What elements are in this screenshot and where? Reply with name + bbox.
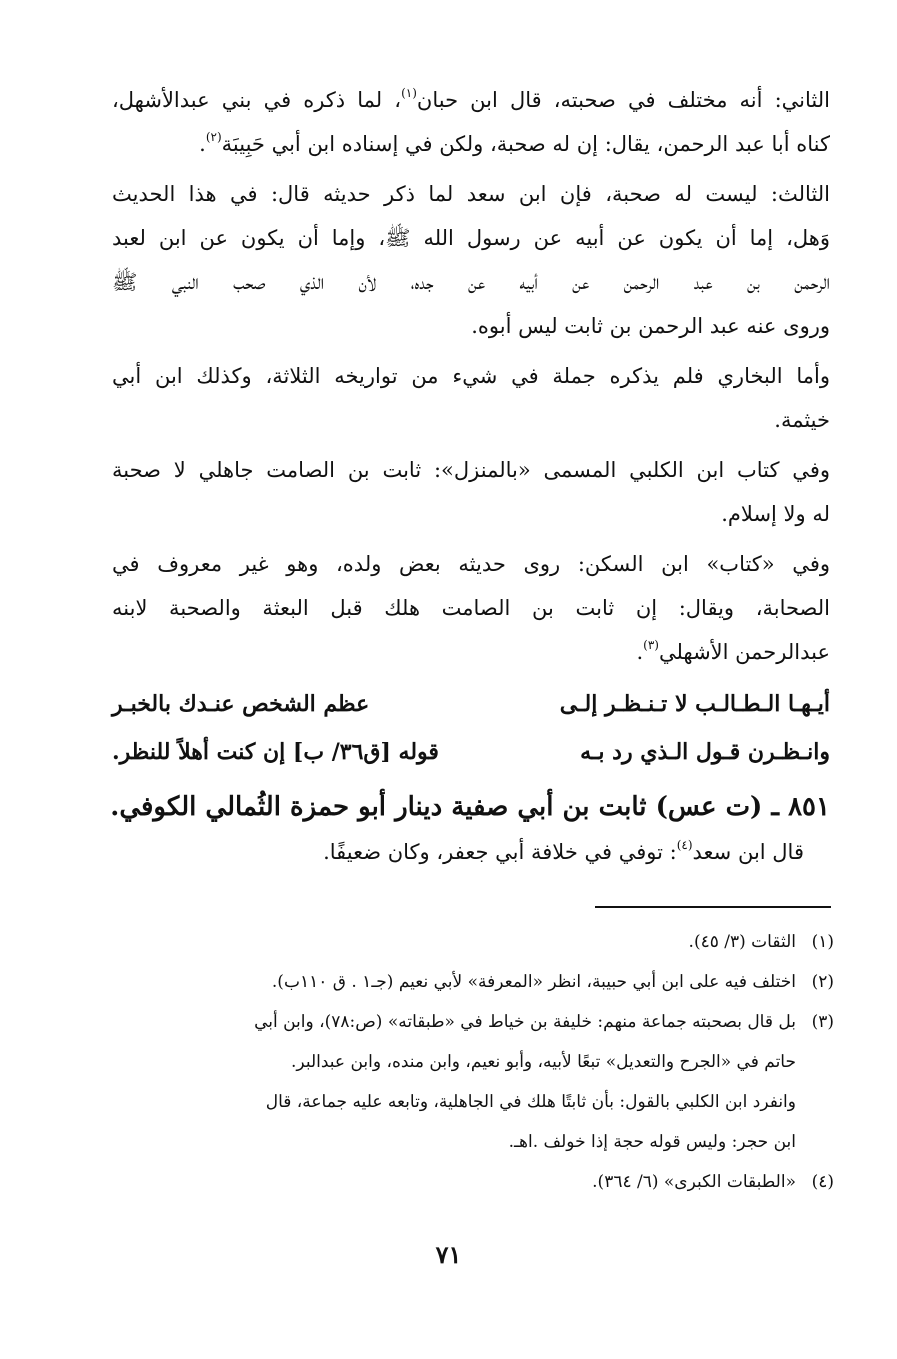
verse-second-hemistich: قوله [ق٣٦/ ب] إن كنت أهلاً للنظر. [112, 739, 439, 765]
text-line: كناه أبا عبد الرحمن، يقال: إن له صحبة، ولكن في إسناده ابن أبي حَبِيبَة [221, 132, 830, 156]
footnote-line: الثقات (٣/ ٤٥). [688, 932, 796, 952]
verse-second-hemistich: عظم الشخص عنـدك بالخبـر [112, 691, 370, 717]
text-line: الرحمن بن عبد الرحمن عن أبيه عن جده، لأن الذي صحب النبي ﷺ [112, 270, 830, 294]
footnote [112, 1162, 834, 1202]
footnote [112, 1002, 834, 1162]
text-line: الصحابة، ويقال: إن ثابت بن الصامت هلك قبل البعثة والصحبة لابنه [112, 596, 830, 620]
footnote-number: (٤) [811, 1172, 834, 1192]
paragraph-bukhari [112, 354, 830, 442]
footnote-line: بل قال بصحبته جماعة منهم: خليفة بن خياط في «طبقاته» (ص:٧٨)، وابن أبي [254, 1012, 796, 1032]
footnote-line: حاتم في «الجرح والتعديل» تبعًا لأبيه، وأبو نعيم، وابن منده، وابن عبدالبر. [291, 1052, 796, 1072]
footnote-ref[interactable]: (٢) [205, 130, 222, 144]
paragraph-ibn-kalbi [112, 448, 830, 536]
poem-verse [112, 680, 830, 728]
poem-verse [112, 728, 830, 776]
text-line: وأما البخاري فلم يذكره جملة في شيء من تواريخه الثلاثة، وكذلك ابن أبي [112, 364, 830, 388]
paragraph-second-opinion [112, 78, 830, 166]
footnote-number: (٢) [811, 972, 834, 992]
text-line: ، لما ذكره في بني عبدالأشهل، [112, 88, 402, 112]
text-line: وَهل، إما أن يكون عن أبيه عن رسول الله ﷺ، وإما أن يكون عن ابن لعبد [112, 226, 830, 250]
footnotes [112, 922, 834, 1202]
text-line: . [199, 132, 206, 156]
text-line: الثالث: ليست له صحبة، فإن ابن سعد لما ذكر حديثه قال: في هذا الحديث [112, 182, 830, 206]
paragraph-ibn-sakan [112, 542, 830, 674]
text-line: . [636, 640, 644, 664]
footnote [112, 922, 834, 962]
verse-first-hemistich: أيـهـا الـطـالـب لا تـنـظـر إلـى [559, 691, 830, 717]
text-line: له ولا إسلام. [721, 502, 830, 526]
entry-heading: ٨٥١ ـ (ت عس) ثابت بن أبي صفية دينار أبو حمزة الثُمالي الكوفي. [110, 792, 830, 822]
poem [112, 680, 830, 776]
footnote-ref[interactable]: (١) [401, 86, 417, 100]
footnote-line: «الطبقات الكبرى» (٦/ ٣٦٤). [592, 1172, 796, 1192]
footnote-line: اختلف فيه على ابن أبي حبيبة، انظر «المعرفة» لأبي نعيم (جـ١ . ق ١١٠ب). [271, 972, 796, 992]
footnote-ref[interactable]: (٣) [643, 638, 659, 652]
paragraph-third-opinion [112, 172, 830, 348]
page-number: ٧١ [435, 1240, 462, 1269]
footnote-line: وانفرد ابن الكلبي بالقول: بأن ثابتًا هلك في الجاهلية، وتابعه عليه جماعة، قال [265, 1092, 796, 1112]
text-line: وفي «كتاب» ابن السكن: روى حديثه بعض ولده، وهو غير معروف في [112, 552, 830, 576]
text-line: وروى عنه عبد الرحمن بن ثابت ليس أبوه. [471, 314, 830, 338]
footnote-number: (١) [811, 932, 834, 952]
text-line: خيثمة. [774, 408, 830, 432]
verse-first-hemistich: وانـظـرن قـول الـذي رد بـه [580, 739, 830, 765]
footnote-separator [595, 906, 831, 908]
main-text [112, 78, 830, 872]
text-line: الثاني: أنه مختلف في صحبته، قال ابن حبان [416, 88, 830, 112]
footnote-ref[interactable]: (٤) [676, 838, 693, 852]
entry-text: قال ابن سعد$^{(٤)}$: توفي في خلافة أبي جعفر، وكان ضعيفًا. [323, 838, 804, 864]
footnote-line: ابن حجر: وليس قوله حجة إذا خولف .اهـ. [508, 1132, 796, 1152]
footnote-number: (٣) [811, 1012, 834, 1032]
text-line: وفي كتاب ابن الكلبي المسمى «بالمنزل»: ثابت بن الصامت جاهلي لا صحبة [112, 458, 830, 482]
text-line: عبدالرحمن الأشهلي [658, 640, 830, 664]
footnote [112, 962, 834, 1002]
